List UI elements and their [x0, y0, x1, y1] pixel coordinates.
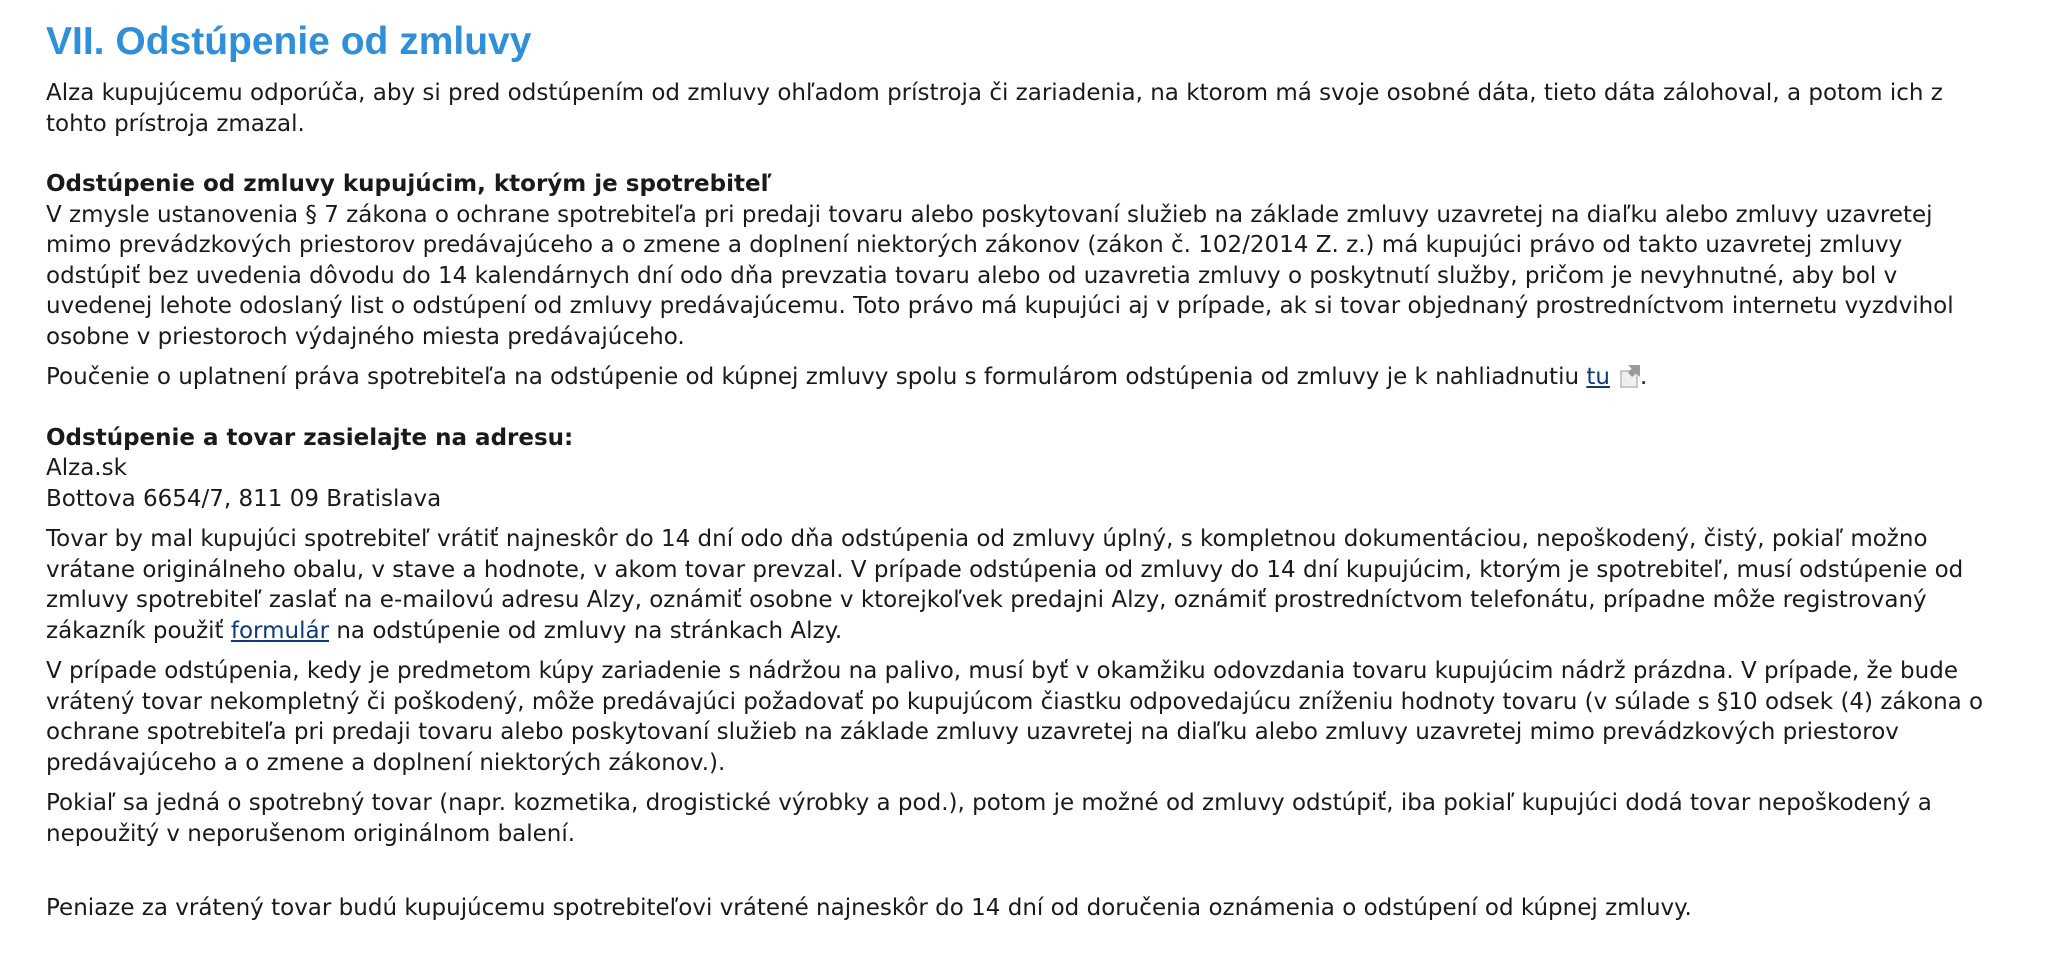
- spacer: [46, 352, 2002, 362]
- consumables-paragraph: Pokiaľ sa jedná o spotrebný tovar (napr. kozmetika, drogistické výrobky a pod.), potom je možné od zmluvy odstúpiť, iba pokiaľ kupujúci dodá tovar nepoškodený a nepoužitý v neporušenom originálnom balení.: [46, 790, 1932, 847]
- external-link-icon[interactable]: [1618, 365, 1640, 387]
- instruction-end: .: [1639, 364, 1648, 390]
- refund-paragraph: Peniaze za vrátený tovar budú kupujúcemu spotrebiteľovi vrátené najneskôr do 14 dní od doručenia oznámenia o odstúpení od kúpnej zmluvy.: [46, 895, 1692, 921]
- section-heading: VII. Odstúpenie od zmluvy: [46, 20, 532, 63]
- instruction-text: Poučenie o uplatnení práva spotrebiteľa na odstúpenie od kúpnej zmluvy spolu s formulárom odstúpenia od zmluvy je k nahliadnutiu: [46, 364, 1587, 390]
- spacer: [46, 514, 2002, 524]
- instruction-link[interactable]: tu: [1586, 364, 1610, 390]
- spacer: [46, 849, 2002, 893]
- instruction-paragraph: [46, 362, 2002, 393]
- return-text-after: na odstúpenie od zmluvy na stránkach Alzy.: [329, 617, 843, 644]
- consumer-section-title: Odstúpenie od zmluvy kupujúcim, ktorým je spotrebiteľ: [46, 171, 772, 197]
- spacer: [46, 778, 2002, 788]
- return-text-before: Tovar by mal kupujúci spotrebiteľ vrátiť najneskôr do 14 dní odo dňa odstúpenia od zmluvy úplný, s kompletnou dokumentáciou, nepoškodený, čistý, pokiaľ možno vrátane originálneho obalu, v stave a hodnote, v akom tovar prevzal. V prípade odstúpenia od zmluvy do 14 dní kupujúcim, ktorým je spotrebiteľ, musí odstúpenie od zmluvy spotrebiteľ zaslať na e-mailovú adresu Alzy, oznámiť osobne v ktorejkoľvek predajni Alzy, oznámiť prostredníctvom telefonátu, prípadne môže registrovaný zákazník použiť: [46, 526, 1964, 644]
- return-paragraph: [46, 524, 2002, 646]
- address-section-title: Odstúpenie a tovar zasielajte na adresu:: [46, 424, 574, 451]
- address-company: Alza.sk: [46, 455, 127, 481]
- address-street: Bottova 6654/7, 811 09 Bratislava: [46, 485, 442, 512]
- intro-paragraph: Alza kupujúcemu odporúča, aby si pred odstúpením od zmluvy ohľadom prístroja či zariadenia, na ktorom má svoje osobné dáta, tieto dáta zálohoval, a potom ich z tohto prístroja zmazal.: [46, 80, 1943, 137]
- spacer: [46, 646, 2002, 656]
- fuel-paragraph: V prípade odstúpenia, kedy je predmetom kúpy zariadenie s nádržou na palivo, musí byť v okamžiku odovzdania tovaru kupujúcim nádrž prázdna. V prípade, že bude vrátený tovar nekompletný či poškodený, môže predávajúci požadovať po kupujúcom čiastku odpovedajúcu zníženiu hodnoty tovaru (v súlade s §10 odsek (4) zákona o ochrane spotrebiteľa pri predaji tovaru alebo poskytovaní služieb na základe zmluvy uzavretej na diaľku alebo zmluvy uzavretej mimo prevádzkových priestorov predávajúceho a o zmene a doplnení niektorých zákonov.).: [46, 658, 1984, 776]
- consumer-section-body: V zmysle ustanovenia § 7 zákona o ochrane spotrebiteľa pri predaji tovaru alebo poskytovaní služieb na základe zmluvy uzavretej na diaľku alebo zmluvy uzavretej mimo prevádzkových priestorov predávajúceho a o zmene a doplnení niektorých zákonov (zákon č. 102/2014 Z. z.) má kupujúci právo od takto uzavretej zmluvy odstúpiť bez uvedenia dôvodu do 14 kalendárnych dní odo dňa prevzatia tovaru alebo od uzavretia zmluvy o poskytnutí služby, pričom je nevyhnutné, aby bol v uvedenej lehote odoslaný list o odstúpení od zmluvy predávajúcemu. Toto právo má kupujúci aj v prípade, ak si tovar objednaný prostredníctvom internetu vyzdvihol osobne v priestoroch výdajného miesta predávajúceho.: [46, 201, 1954, 350]
- spacer: [46, 139, 2002, 169]
- return-form-link[interactable]: formulár: [230, 617, 330, 644]
- spacer: [46, 393, 2002, 423]
